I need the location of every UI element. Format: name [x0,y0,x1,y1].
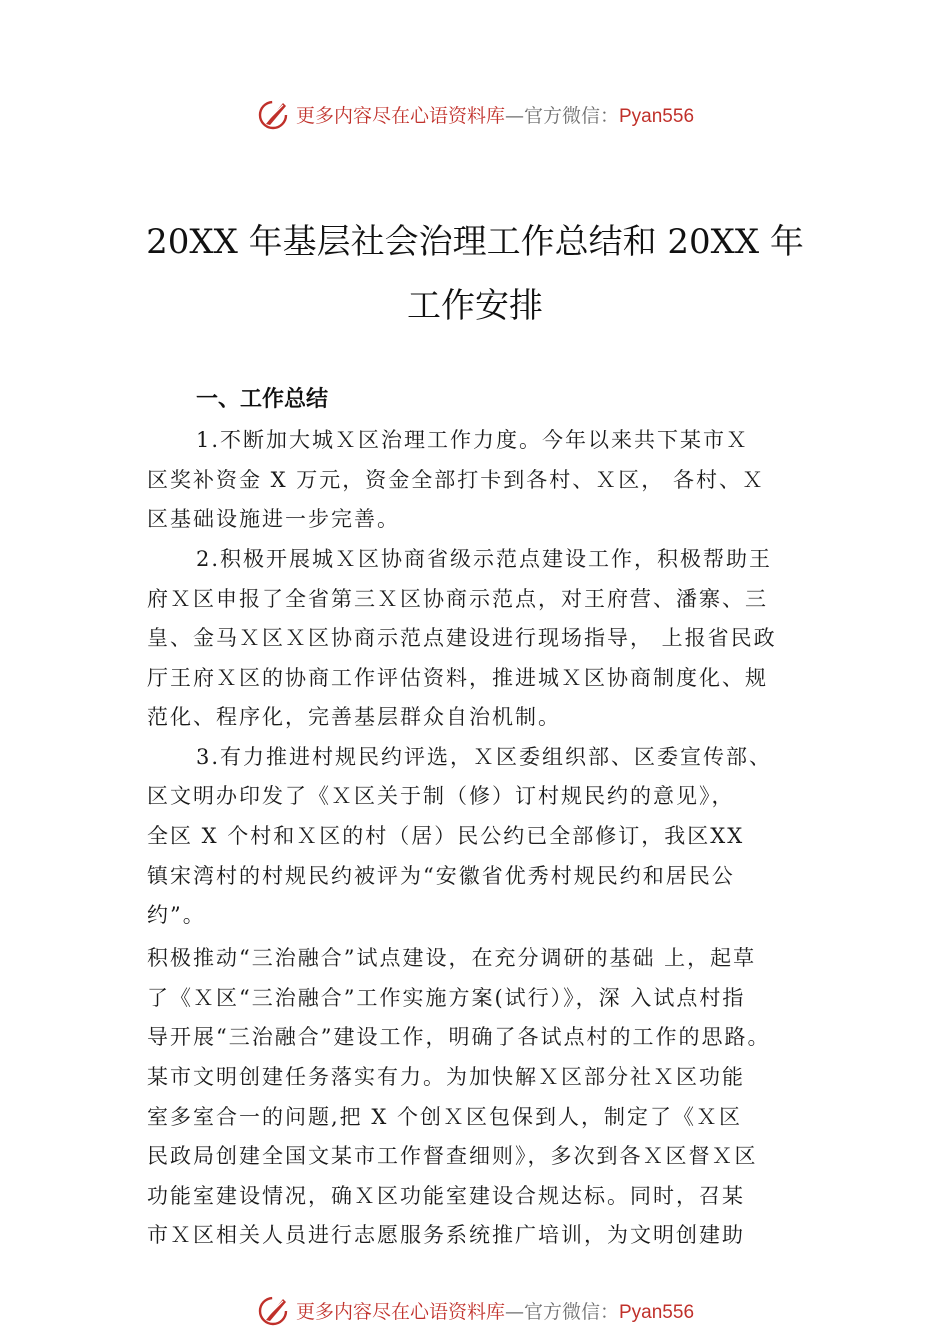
body-line: 民政局创建全国文某市工作督查细则》，多次到各Ｘ区督Ｘ区 [147,1144,758,1168]
body-line: 某市文明创建任务落实有力。为加快解Ｘ区部分社Ｘ区功能 [147,1065,745,1089]
document-title-line-1: 20XX 年基层社会治理工作总结和 20XX 年 [146,222,804,262]
banner-wechat-label: —官方微信： [504,1300,619,1323]
body-line: 镇宋湾村的村规民约被评为“安徽省优秀村规民约和居民公 [147,864,735,888]
body-line: 功能室建设情况，确Ｘ区功能室建设合规达标。同时，召某 [147,1184,745,1208]
body-line: 市Ｘ区相关人员进行志愿服务系统推广培训，为文明创建助 [147,1223,745,1247]
top-banner [0,94,950,134]
body-line: 府Ｘ区申报了全省第三Ｘ区协商示范点，对王府营、潘寨、三 [147,587,768,611]
banner-text [296,101,694,128]
body-line: 3.有力推进村规民约评选，Ｘ区委组织部、区委宣传部、 [196,745,773,769]
body-line: 范化、程序化，完善基层群众自治机制。 [147,705,561,729]
body-line: 全区 X 个村和Ｘ区的村（居）民公约已全部修订，我区XX [147,824,745,848]
section-heading: 一、工作总结 [196,387,329,412]
banner-wechat-id: Pyan556 [619,105,695,127]
body-line: 积极推动“三治融合”试点建设，在充分调研的基础 上，起草 [147,946,757,970]
body-line: 区文明办印发了《Ｘ区关于制（修）订村规民约的意见》， [147,784,735,808]
bottom-banner [0,1290,950,1330]
body-line: 室多室合一的问题,把 X 个创Ｘ区包保到人，制定了《Ｘ区 [147,1105,742,1129]
body-line: 2.积极开展城Ｘ区协商省级示范点建设工作，积极帮助王 [196,547,773,571]
body-line: 厅王府Ｘ区的协商工作评估资料，推进城Ｘ区协商制度化、规 [147,666,768,690]
body-line: 导开展“三治融合”建设工作，明确了各试点村的工作的思路。 [147,1025,771,1049]
body-line: 了《Ｘ区“三治融合”工作实施方案(试行）》，深 入试点村指 [147,986,746,1010]
banner-text [296,1297,694,1324]
document-title-line-2: 工作安排 [407,286,543,326]
body-line: 1.不断加大城Ｘ区治理工作力度。今年以来共下某市Ｘ [196,428,750,452]
banner-wechat-id: Pyan556 [619,1301,695,1323]
quill-pen-logo-icon [256,1292,292,1328]
body-line: 区奖补资金 X 万元，资金全部打卡到各村、Ｘ区， 各村、Ｘ [147,468,765,492]
body-line: 皇、金马Ｘ区Ｘ区协商示范点建设进行现场指导， 上报省民政 [147,626,777,650]
banner-library-name: 更多内容尽在心语资料库 [295,104,505,127]
banner-wechat-label: —官方微信： [504,104,619,127]
body-line: 约”。 [147,903,206,927]
body-line: 区基础设施进一步完善。 [147,507,400,531]
quill-pen-logo-icon [256,96,292,132]
banner-library-name: 更多内容尽在心语资料库 [295,1300,505,1323]
